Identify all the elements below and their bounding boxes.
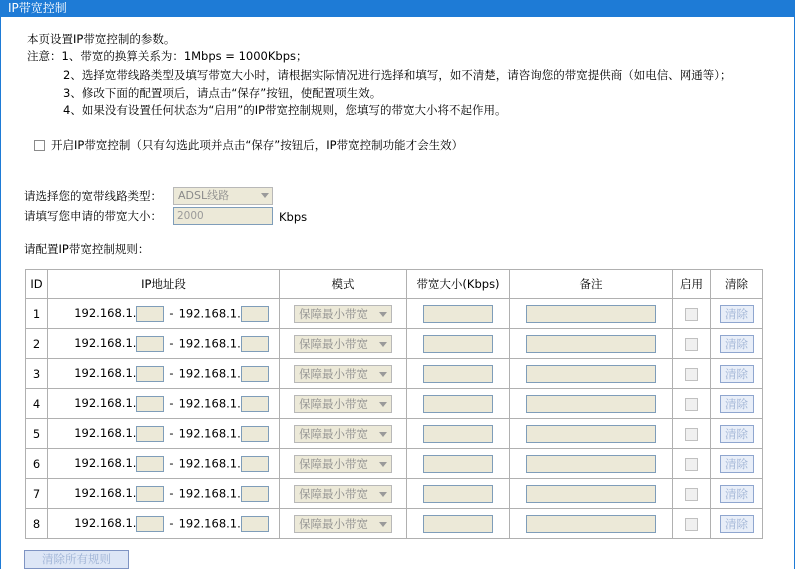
ip-range-cell [48, 449, 280, 479]
ip-end-prefix: 192.168.1. [178, 456, 241, 470]
ip-range-cell [48, 329, 280, 359]
bandwidth-cell [407, 509, 510, 539]
chevron-down-icon [379, 492, 387, 497]
mode-cell [280, 449, 407, 479]
ip-end-input[interactable] [241, 516, 269, 532]
ip-end-prefix: 192.168.1. [178, 516, 241, 530]
table-row [26, 389, 763, 419]
mode-value: 保障最小带宽 [299, 336, 368, 351]
row-id: 8 [26, 509, 48, 539]
clear-cell [711, 329, 763, 359]
row-id: 1 [26, 299, 48, 329]
mode-value: 保障最小带宽 [299, 366, 368, 381]
mode-value: 保障最小带宽 [299, 486, 368, 501]
ip-start-input[interactable] [136, 306, 164, 322]
header-clear: 清除 [711, 270, 763, 299]
enable-rule-checkbox[interactable] [685, 308, 698, 321]
note-cell [510, 329, 673, 359]
chevron-down-icon [379, 432, 387, 437]
enable-rule-checkbox[interactable] [685, 428, 698, 441]
ip-start-prefix: 192.168.1. [74, 516, 137, 530]
mode-cell [280, 479, 407, 509]
ip-start-prefix: 192.168.1. [74, 486, 137, 500]
ip-range-separator: - [169, 426, 174, 440]
ip-range-separator: - [169, 306, 174, 320]
header-note: 备注 [510, 270, 673, 299]
header-enable: 启用 [673, 270, 711, 299]
line-type-value: ADSL线路 [178, 189, 230, 202]
ip-end-prefix: 192.168.1. [178, 426, 241, 440]
mode-select[interactable] [294, 395, 392, 413]
ip-range-separator: - [169, 336, 174, 350]
table-row [26, 449, 763, 479]
note-input[interactable] [526, 395, 656, 413]
bandwidth-size-input[interactable] [423, 395, 493, 413]
bandwidth-size-input[interactable] [423, 425, 493, 443]
clear-cell [711, 449, 763, 479]
bandwidth-label: 请填写您申请的带宽大小： [24, 209, 162, 223]
page-title: IP带宽控制 [0, 0, 795, 17]
mode-cell [280, 389, 407, 419]
table-row [26, 419, 763, 449]
note-cell [510, 509, 673, 539]
note-cell [510, 299, 673, 329]
table-header-row [26, 270, 763, 299]
rules-label: 请配置IP带宽控制规则： [24, 242, 150, 256]
clear-all-rules-button[interactable]: 清除所有规则 [24, 550, 129, 569]
bandwidth-cell [407, 419, 510, 449]
note-2: 2、选择宽带线路类型及填写带宽大小时，请根据实际情况进行选择和填写，如不清楚，请咨询您的带宽提供商（如电信、网通等）； [63, 68, 732, 82]
enable-bandwidth-label: 开启IP带宽控制（只有勾选此项并点击“保存”按钮后，IP带宽控制功能才会生效） [51, 138, 464, 152]
clear-cell [711, 299, 763, 329]
note-cell [510, 359, 673, 389]
ip-start-input[interactable] [136, 516, 164, 532]
intro-text: 本页设置IP带宽控制的参数。 [27, 32, 176, 46]
table-row [26, 509, 763, 539]
ip-start-input[interactable] [136, 486, 164, 502]
ip-end-input[interactable] [241, 306, 269, 322]
ip-range-cell [48, 389, 280, 419]
note-3: 3、修改下面的配置项后，请点击“保存”按钮，使配置项生效。 [63, 86, 382, 100]
enable-rule-checkbox[interactable] [685, 518, 698, 531]
rules-table [25, 269, 763, 539]
mode-select[interactable] [294, 425, 392, 443]
ip-end-input[interactable] [241, 486, 269, 502]
note-input[interactable] [526, 455, 656, 473]
mode-cell [280, 359, 407, 389]
mode-value: 保障最小带宽 [299, 516, 368, 531]
bandwidth-size-input[interactable] [423, 515, 493, 533]
note-input[interactable] [526, 425, 656, 443]
note-cell [510, 449, 673, 479]
chevron-down-icon [379, 342, 387, 347]
note-input[interactable] [526, 485, 656, 503]
clear-cell [711, 479, 763, 509]
row-id: 2 [26, 329, 48, 359]
enable-cell [673, 509, 711, 539]
ip-end-prefix: 192.168.1. [178, 486, 241, 500]
bandwidth-cell [407, 299, 510, 329]
ip-start-prefix: 192.168.1. [74, 426, 137, 440]
note-4: 4、如果没有设置任何状态为“启用”的IP带宽控制规则，您填写的带宽大小将不起作用。 [63, 103, 507, 117]
ip-end-prefix: 192.168.1. [178, 336, 241, 350]
ip-start-input[interactable] [136, 336, 164, 352]
enable-rule-checkbox[interactable] [685, 398, 698, 411]
enable-rule-checkbox[interactable] [685, 488, 698, 501]
line-type-label: 请选择您的宽带线路类型： [24, 189, 162, 203]
header-mode: 模式 [280, 270, 407, 299]
chevron-down-icon [379, 372, 387, 377]
mode-value: 保障最小带宽 [299, 396, 368, 411]
clear-rule-button[interactable]: 清除 [720, 455, 754, 473]
mode-cell [280, 299, 407, 329]
ip-range-cell [48, 299, 280, 329]
ip-start-input[interactable] [136, 366, 164, 382]
chevron-down-icon [379, 462, 387, 467]
enable-cell [673, 419, 711, 449]
enable-cell [673, 449, 711, 479]
enable-rule-checkbox[interactable] [685, 338, 698, 351]
header-id: ID [26, 270, 48, 299]
row-id: 4 [26, 389, 48, 419]
mode-cell [280, 419, 407, 449]
note-cell [510, 419, 673, 449]
bandwidth-size-input[interactable] [423, 335, 493, 353]
ip-start-prefix: 192.168.1. [74, 306, 137, 320]
mode-select[interactable] [294, 455, 392, 473]
ip-range-separator: - [169, 516, 174, 530]
note-cell [510, 479, 673, 509]
note-input[interactable] [526, 515, 656, 533]
row-id: 6 [26, 449, 48, 479]
ip-start-input[interactable] [136, 396, 164, 412]
ip-start-prefix: 192.168.1. [74, 396, 137, 410]
line-type-select[interactable] [173, 187, 273, 205]
table-row [26, 479, 763, 509]
ip-start-prefix: 192.168.1. [74, 336, 137, 350]
ip-end-input[interactable] [241, 426, 269, 442]
bandwidth-size-input[interactable] [423, 305, 493, 323]
table-row [26, 299, 763, 329]
mode-select[interactable] [294, 305, 392, 323]
header-bandwidth: 带宽大小(Kbps) [407, 270, 510, 299]
clear-rule-button[interactable]: 清除 [720, 485, 754, 503]
ip-end-input[interactable] [241, 456, 269, 472]
ip-end-input[interactable] [241, 366, 269, 382]
note-1: 注意：1、带宽的换算关系为：1Mbps = 1000Kbps； [27, 49, 308, 63]
ip-start-input[interactable] [136, 456, 164, 472]
enable-bandwidth-checkbox[interactable] [34, 140, 45, 151]
enable-rule-checkbox[interactable] [685, 368, 698, 381]
clear-cell [711, 389, 763, 419]
bandwidth-cell [407, 359, 510, 389]
row-id: 7 [26, 479, 48, 509]
ip-range-separator: - [169, 456, 174, 470]
ip-start-prefix: 192.168.1. [74, 366, 137, 380]
enable-cell [673, 329, 711, 359]
clear-cell [711, 509, 763, 539]
clear-rule-button[interactable]: 清除 [720, 515, 754, 533]
enable-cell [673, 389, 711, 419]
chevron-down-icon [379, 522, 387, 527]
ip-range-separator: - [169, 366, 174, 380]
clear-rule-button[interactable]: 清除 [720, 335, 754, 353]
row-id: 3 [26, 359, 48, 389]
header-ip: IP地址段 [48, 270, 280, 299]
ip-range-cell [48, 509, 280, 539]
bandwidth-cell [407, 449, 510, 479]
row-id: 5 [26, 419, 48, 449]
mode-select[interactable] [294, 365, 392, 383]
clear-rule-button[interactable]: 清除 [720, 425, 754, 443]
mode-value: 保障最小带宽 [299, 426, 368, 441]
ip-range-cell [48, 359, 280, 389]
note-cell [510, 389, 673, 419]
enable-cell [673, 299, 711, 329]
clear-cell [711, 419, 763, 449]
bandwidth-cell [407, 389, 510, 419]
ip-end-prefix: 192.168.1. [178, 366, 241, 380]
chevron-down-icon [379, 312, 387, 317]
mode-select[interactable] [294, 515, 392, 533]
mode-select[interactable] [294, 485, 392, 503]
bandwidth-cell [407, 479, 510, 509]
mode-cell [280, 509, 407, 539]
bandwidth-cell [407, 329, 510, 359]
ip-range-separator: - [169, 486, 174, 500]
ip-end-input[interactable] [241, 396, 269, 412]
chevron-down-icon [261, 193, 269, 198]
ip-range-cell [48, 419, 280, 449]
ip-range-cell [48, 479, 280, 509]
chevron-down-icon [379, 402, 387, 407]
mode-value: 保障最小带宽 [299, 456, 368, 471]
table-row [26, 329, 763, 359]
clear-cell [711, 359, 763, 389]
clear-rule-button[interactable]: 清除 [720, 365, 754, 383]
bandwidth-input[interactable]: 2000 [173, 207, 273, 225]
ip-start-prefix: 192.168.1. [74, 456, 137, 470]
clear-rule-button[interactable]: 清除 [720, 305, 754, 323]
enable-cell [673, 359, 711, 389]
bandwidth-size-input[interactable] [423, 455, 493, 473]
ip-end-prefix: 192.168.1. [178, 306, 241, 320]
mode-cell [280, 329, 407, 359]
mode-value: 保障最小带宽 [299, 306, 368, 321]
ip-end-input[interactable] [241, 336, 269, 352]
table-row [26, 359, 763, 389]
clear-rule-button[interactable]: 清除 [720, 395, 754, 413]
ip-end-prefix: 192.168.1. [178, 396, 241, 410]
enable-cell [673, 479, 711, 509]
ip-start-input[interactable] [136, 426, 164, 442]
ip-range-separator: - [169, 396, 174, 410]
bandwidth-size-input[interactable] [423, 485, 493, 503]
bandwidth-size-input[interactable] [423, 365, 493, 383]
note-input[interactable] [526, 365, 656, 383]
mode-select[interactable] [294, 335, 392, 353]
note-input[interactable] [526, 305, 656, 323]
bandwidth-unit: Kbps [279, 210, 308, 224]
note-input[interactable] [526, 335, 656, 353]
enable-rule-checkbox[interactable] [685, 458, 698, 471]
